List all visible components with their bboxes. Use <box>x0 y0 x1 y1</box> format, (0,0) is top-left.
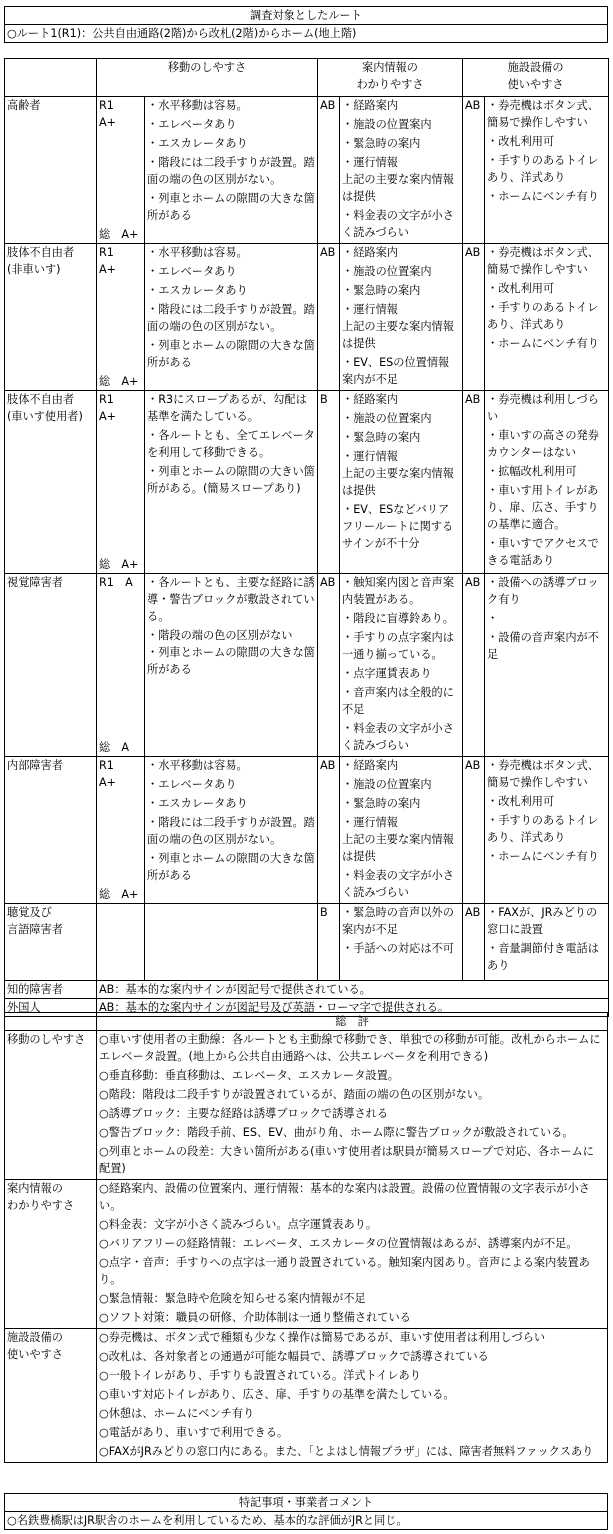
mobility-item: ・階段には二段手すりが設置。踏面の端の色の区別がない。 <box>147 303 315 333</box>
summary-item: ○点字・音声：手すりへの点字は一通り設置されている。触知案内図あり。音声による案内装置あり。 <box>99 1256 590 1286</box>
mobility-item: ・階段の端の色の区別がない ・列車とホームの隙間の大きな箇所がある <box>147 629 315 676</box>
facility-item: ・拡幅改札利用可 <box>487 465 577 478</box>
route-rating <box>97 244 145 391</box>
evaluation-table <box>4 58 609 1017</box>
summary-row <box>5 1329 608 1463</box>
mobility-item: ・水平移動は容易。 <box>147 99 248 112</box>
group-name: 外国人 <box>7 1001 41 1014</box>
facility-item: ・券売機は利用しづらい <box>487 393 599 423</box>
r1-grade: R1 A+ <box>99 759 126 789</box>
info-grade-text: AB <box>320 246 336 259</box>
facility-item: ・手すりのあるトイレあり、洋式あり <box>487 814 599 844</box>
info-item: ・運行情報 上記の主要な案内情報は提供 <box>342 303 454 350</box>
facility-cell <box>485 574 609 757</box>
facility-item: ・改札利用可 <box>487 135 555 148</box>
summary-label <box>5 1031 97 1180</box>
mobility-item: ・エスカレータあり <box>147 284 248 297</box>
mobility-item: ・階段には二段手すりが設置。踏面の端の色の区別がない。 <box>147 156 315 186</box>
info-grade-text: B <box>320 393 328 406</box>
summary-item: ○FAXがJRみどりの窓口内にある。また、「とよはし情報プラザ」には、障害者無料ファックスあり <box>99 1445 594 1458</box>
summary-item: ○車いす使用者の主動線：各ルートとも主動線で移動でき、単独での移動が可能。改札からホームにエレベータ設置。(地上から公共自由通路へは、公共エレベータを利用できる) <box>99 1033 601 1063</box>
facility-grade-text: AB <box>465 99 481 112</box>
header-facility: 施設設備の 使いやすさ <box>463 59 609 97</box>
mobility-item: ・エレベータあり <box>147 265 237 278</box>
total-grade: 総 A <box>99 741 130 754</box>
info-item: ・経路案内 <box>342 246 398 259</box>
facility-item: ・手すりのあるトイレあり、洋式あり <box>487 154 599 184</box>
mobility-item: ・列車とホームの隙間の大きな箇所がある <box>147 339 315 369</box>
facility-cell <box>485 391 609 574</box>
info-item: ・階段に盲導鈴あり。 <box>342 612 454 625</box>
summary-item: ○券売機は、ボタン式で種類も少なく操作は簡易であるが、車いす使用者は利用しづらい <box>99 1331 546 1344</box>
info-grade <box>318 757 340 904</box>
mobility-item: ・各ルートとも、全てエレベータを利用して移動できる。 <box>147 429 315 459</box>
info-grade-text: AB <box>320 99 336 112</box>
evaluation-row <box>5 904 609 981</box>
info-grade <box>318 97 340 244</box>
r1-grade: R1 A <box>99 576 133 589</box>
mobility-item: ・エスカレータあり <box>147 137 248 150</box>
evaluation-row <box>5 757 609 904</box>
summary-label-text: 施設設備の 使いやすさ <box>7 1331 63 1361</box>
summary-items <box>97 1180 608 1329</box>
summary-items <box>97 1031 608 1180</box>
summary-row <box>5 1180 608 1329</box>
intellectual-row <box>5 981 609 999</box>
info-item: ・緊急時の案内 <box>342 284 421 297</box>
info-grade <box>318 244 340 391</box>
header-blank <box>5 59 97 97</box>
group-label <box>5 574 97 757</box>
r1-grade: R1 A+ <box>99 393 126 423</box>
summary-label-text: 案内情報の わかりやすさ <box>7 1182 75 1212</box>
mobility-cell <box>145 574 318 757</box>
summary-item: ○列車とホームの段差：大きい箇所がある(車いす使用者は駅員が簡易スロープで対応、各ホームに配置) <box>99 1145 594 1175</box>
facility-item: ・設備の音声案内が不足 <box>487 631 599 661</box>
info-item: ・経路案内 <box>342 99 398 112</box>
mobility-item: ・水平移動は容易。 <box>147 759 248 772</box>
summary-item: ○階段：階段は二段手すりが設置されているが、踏面の端の色の区別がない。 <box>99 1088 490 1101</box>
group-label <box>5 244 97 391</box>
facility-grade <box>463 97 485 244</box>
info-item: ・運行情報 上記の主要な案内情報は提供 <box>342 816 454 863</box>
group-label <box>5 391 97 574</box>
facility-item: ・FAXが、JRみどりの窓口に設置 <box>487 906 598 936</box>
info-item: ・料金表の文字が小さく読みづらい <box>342 869 454 899</box>
mobility-cell <box>145 757 318 904</box>
summary-item: ○改札は、各対象者との通過が可能な幅員で、誘導ブロックで誘導されている <box>99 1350 489 1363</box>
facility-item: ・手すりのあるトイレあり、洋式あり <box>487 301 599 331</box>
facility-grade <box>463 391 485 574</box>
summary-item: ○休憩は、ホームにベンチ有り <box>99 1407 255 1420</box>
mobility-item: ・列車とホームの隙間の大きい箇所がある。(簡易スロープあり) <box>147 465 315 495</box>
info-cell <box>340 391 463 574</box>
info-item: ・EV、ESの位置情報案内が不足 <box>342 356 450 386</box>
evaluation-row <box>5 244 609 391</box>
summary-item: ○ソフト対策：職員の研修、介助体制は一通り整備されている <box>99 1311 411 1324</box>
group-name: 視覚障害者 <box>7 576 63 589</box>
info-item: ・緊急時の案内 <box>342 137 421 150</box>
facility-item: ・券売機はボタン式、簡易で操作しやすい <box>487 99 599 129</box>
mobility-item: ・R3にスロープあるが、勾配は基準を満たしている。 <box>147 393 307 423</box>
info-item: ・運行情報 上記の主要な案内情報は提供 <box>342 156 454 203</box>
info-item: ・音声案内は全般的に不足 <box>342 686 454 716</box>
route-rating <box>97 574 145 757</box>
info-cell <box>340 97 463 244</box>
facility-grade-text: AB <box>465 759 481 772</box>
info-grade <box>318 904 340 981</box>
facility-cell <box>485 904 609 981</box>
info-item: ・料金表の文字が小さく読みづらい <box>342 722 454 752</box>
total-grade: 総 A+ <box>99 558 139 571</box>
row-text: AB：基本的な案内サインが図記号で提供されている。 <box>99 983 371 996</box>
facility-item: ・ホームにベンチ有り <box>487 850 599 863</box>
summary-label <box>5 1180 97 1329</box>
mobility-cell <box>145 904 318 981</box>
group-label <box>5 904 97 981</box>
info-item: ・経路案内 <box>342 759 398 772</box>
mobility-item: ・エスカレータあり <box>147 797 248 810</box>
facility-item: ・ <box>487 612 499 625</box>
info-grade <box>318 391 340 574</box>
mobility-cell <box>145 391 318 574</box>
info-item: ・手すりの点字案内は一通り揃っている。 <box>342 631 454 661</box>
mobility-item: ・各ルートとも、主要な経路に誘導・警告ブロックが敷設されている。 <box>147 576 315 623</box>
route-rating <box>97 904 145 981</box>
summary-item: ○誘導ブロック：主要な経路は誘導ブロックで誘導される <box>99 1107 389 1120</box>
route-rating <box>97 391 145 574</box>
info-item: ・点字運賃表あり <box>342 667 432 680</box>
group-label <box>5 97 97 244</box>
mobility-item: ・列車とホームの隙間の大きな箇所がある <box>147 852 315 882</box>
facility-item: ・改札利用可 <box>487 282 555 295</box>
facility-item: ・券売機はボタン式、簡易で操作しやすい <box>487 246 599 276</box>
group-name: 知的障害者 <box>7 983 63 996</box>
facility-grade <box>463 574 485 757</box>
info-item: ・緊急時の案内 <box>342 797 421 810</box>
info-cell <box>340 574 463 757</box>
facility-item: ・ホームにベンチ有り <box>487 190 599 203</box>
route-rating <box>97 97 145 244</box>
group-name: 肢体不自由者 (車いす使用者) <box>7 393 83 423</box>
facility-item: ・車いすでアクセスできる電話あり <box>487 537 599 567</box>
info-item: ・緊急時の音声以外の案内が不足 <box>342 906 454 936</box>
mobility-item: ・水平移動は容易。 <box>147 246 248 259</box>
route-table-title: 調査対象としたルート <box>5 7 608 25</box>
evaluation-row <box>5 97 609 244</box>
header-mobility: 移動のしやすさ <box>97 59 318 97</box>
summary-label <box>5 1329 97 1463</box>
facility-item: ・音量調節付き電話はあり <box>487 942 599 972</box>
info-cell <box>340 904 463 981</box>
info-grade <box>318 574 340 757</box>
summary-item: ○垂直移動：垂直移動は、エレベータ、エスカレータ設置。 <box>99 1069 399 1082</box>
evaluation-row <box>5 574 609 757</box>
summary-items <box>97 1329 608 1463</box>
info-item: ・施設の位置案内 <box>342 265 432 278</box>
info-item: ・触知案内図と音声案内装置がある。 <box>342 576 454 606</box>
summary-label-text: 移動のしやすさ <box>7 1033 86 1046</box>
intellectual-text <box>97 981 609 999</box>
row-text: AB：基本的な案内サインが図記号及び英語・ローマ字で提供される。 <box>99 1001 450 1014</box>
notes-table <box>4 1493 608 1530</box>
route-description: ○ルート1(R1)：公共自由通路(2階)から改札(2階)からホーム(地上階) <box>5 25 608 43</box>
info-item: ・運行情報 上記の主要な案内情報は提供 <box>342 450 454 497</box>
notes-title: 特記事項・事業者コメント <box>5 1494 608 1512</box>
group-name: 肢体不自由者 (非車いす) <box>7 246 75 276</box>
info-item: ・経路案内 <box>342 393 398 406</box>
r1-grade: R1 A+ <box>99 99 126 129</box>
r1-grade: R1 A+ <box>99 246 126 276</box>
facility-item: ・車いすの高さの発券カウンターはない <box>487 429 599 459</box>
facility-grade <box>463 904 485 981</box>
info-item: ・手話への対応は不可 <box>342 942 454 955</box>
info-grade-text: AB <box>320 759 336 772</box>
summary-title: 総 評 <box>97 1013 608 1031</box>
info-item: ・施設の位置案内 <box>342 118 432 131</box>
mobility-cell <box>145 97 318 244</box>
summary-item: ○バリアフリーの経路情報：エレベータ、エスカレータの位置情報はあるが、誘導案内が不足。 <box>99 1237 578 1250</box>
summary-item: ○緊急情報：緊急時や危険を知らせる案内情報が不足 <box>99 1292 366 1305</box>
group-name: 内部障害者 <box>7 759 63 772</box>
route-rating <box>97 757 145 904</box>
mobility-item: ・列車とホームの隙間の大きな箇所がある <box>147 192 315 222</box>
info-item: ・料金表の文字が小さく読みづらい <box>342 209 454 239</box>
info-cell <box>340 244 463 391</box>
facility-grade <box>463 244 485 391</box>
group-label <box>5 757 97 904</box>
summary-table <box>4 1012 608 1463</box>
mobility-item: ・階段には二段手すりが設置。踏面の端の色の区別がない。 <box>147 816 315 846</box>
facility-cell <box>485 97 609 244</box>
info-cell <box>340 757 463 904</box>
evaluation-row <box>5 391 609 574</box>
info-item: ・EV、ESなどバリアフリールートに関するサインが不十分 <box>342 503 454 550</box>
facility-item: ・車いす用トイレがあり、扉、広さ、手すりの基準に適合。 <box>487 484 599 531</box>
summary-item: ○車いす対応トイレがあり、広さ、扉、手すりの基準を満たしている。 <box>99 1388 455 1401</box>
info-grade-text: B <box>320 906 328 919</box>
total-grade: 総 A+ <box>99 375 139 388</box>
summary-item: ○警告ブロック：階段手前、ES、EV、曲がり角、ホーム際に警告ブロックが敷設されている。 <box>99 1126 574 1139</box>
facility-item: ・ホームにベンチ有り <box>487 337 599 350</box>
info-item: ・緊急時の案内 <box>342 431 421 444</box>
mobility-cell <box>145 244 318 391</box>
header-info: 案内情報の わかりやすさ <box>318 59 463 97</box>
summary-item: ○一般トイレがあり、手すりも設置されている。洋式トイレあり <box>99 1369 421 1382</box>
summary-blank <box>5 1013 97 1031</box>
facility-grade <box>463 757 485 904</box>
facility-grade-text: AB <box>465 906 481 919</box>
summary-item: ○電話があり、車いすで利用できる。 <box>99 1426 289 1439</box>
group-name: 高齢者 <box>7 99 41 112</box>
notes-text: ○名鉄豊橋駅はJR駅舎のホームを利用しているため、基本的な評価がJRと同じ。 <box>5 1512 608 1530</box>
facility-cell <box>485 244 609 391</box>
info-item: ・施設の位置案内 <box>342 412 432 425</box>
group-label <box>5 981 97 999</box>
facility-grade-text: AB <box>465 246 481 259</box>
summary-item: ○経路案内、設備の位置案内、運行情報：基本的な案内は設置。設備の位置情報の文字表示が小さい。 <box>99 1182 590 1212</box>
facility-item: ・設備への誘導ブロック有り <box>487 576 599 606</box>
mobility-item: ・エレベータあり <box>147 778 237 791</box>
mobility-item: ・エレベータあり <box>147 118 237 131</box>
facility-item: ・券売機はボタン式、簡易で操作しやすい <box>487 759 599 789</box>
summary-row <box>5 1031 608 1180</box>
facility-grade-text: AB <box>465 576 481 589</box>
facility-cell <box>485 757 609 904</box>
facility-grade-text: AB <box>465 393 481 406</box>
summary-item: ○料金表：文字が小さく読みづらい。点字運賃表あり。 <box>99 1218 378 1231</box>
total-grade: 総 A+ <box>99 888 139 901</box>
info-item: ・施設の位置案内 <box>342 778 432 791</box>
info-grade-text: AB <box>320 576 336 589</box>
total-grade: 総 A+ <box>99 228 139 241</box>
facility-item: ・改札利用可 <box>487 795 555 808</box>
group-name: 聴覚及び 言語障害者 <box>7 906 63 936</box>
route-table <box>4 6 608 43</box>
